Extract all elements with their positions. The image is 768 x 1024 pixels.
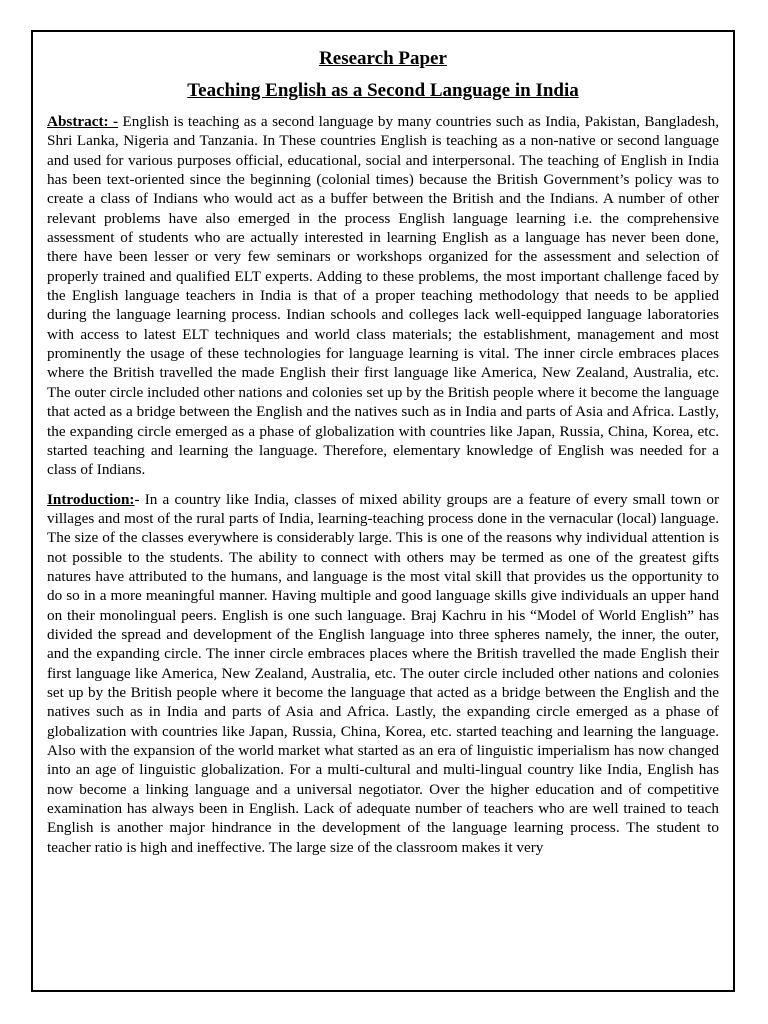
introduction-text: - In a country like India, classes of mixed ability groups are a feature of every small town or villages and most of the rural parts of India, learning-teaching process done in the vernacular (local) language. The size of the classes everywhere is considerably large. This is one of the reasons why individual attention is not possible to the students. The ability to connect with others may be termed as one of the greatest gifts natures have attributed to the humans, and language is the most vital skill that provides us the opportunity to do so in a more meaningful manner. Having multiple and good language skills give individuals an upper hand on their monolingual peers. English is one such language. Braj Kachru in his “Model of World English” has divided the spread and development of the English language into three spheres namely, the inner, the outer, and the expanding circle. The inner circle embraces places where the British travelled the made English their first language like America, New Zealand, Australia, etc. The outer circle included other nations and colonies set up by the British people where it become the language that acted as a bridge between the English and the natives such as in India and parts of Asia and Africa. Lastly, the expanding circle emerged as a phase of globalization with countries like Japan, Russia, China, Korea, etc. started teaching and learning the language. Also with the expansion of the world market what started as an era of linguistic imperialism has now changed into an age of linguistic globalization. For a multi-cultural and multi-lingual country like India, English has now become a linking language and a universal negotiator. Over the higher education and of competitive examination has always been in English. Lack of adequate number of teachers who are well trained to teach English is another major hindrance in the development of the language learning process. The student to teacher ratio is high and ineffective. The large size of the classroom makes it very: [47, 490, 719, 856]
abstract-paragraph: [47, 112, 719, 480]
document-content: [47, 46, 719, 857]
page-frame: [31, 30, 735, 992]
paper-title: Teaching English as a Second Language in India: [187, 80, 579, 101]
paper-label: Research Paper: [319, 48, 447, 69]
introduction-paragraph: [47, 490, 719, 858]
introduction-heading: Introduction:: [47, 490, 135, 508]
abstract-text: English is teaching as a second language by many countries such as India, Pakistan, Bangladesh, Shri Lanka, Nigeria and Tanzania. In These countries English is teaching as a non-native or second language and used for various purposes official, educational, social and interpersonal. The teaching of English in India has been text-oriented since the beginning (colonial times) because the British Government’s policy was to create a class of Indians who would act as a buffer between the British and the Indians. A number of other relevant problems have also emerged in the process English language learning i.e. the comprehensive assessment of students who are actually interested in learning English as a language has never been done, there have been lesser or very few seminars or workshops organized for the assessment and selection of properly trained and qualified ELT experts. Adding to these problems, the most important challenge faced by the English language teachers in India is that of a proper teaching methodology that needs to be applied during the language learning process. Indian schools and colleges lack well-equipped language laboratories with access to latest ELT techniques and world class materials; the establishment, management and most prominently the usage of these technologies for language learning is vital. The inner circle embraces places where the British travelled the made English their first language like America, New Zealand, Australia, etc. The outer circle included other nations and colonies set up by the British people where it become the language that acted as a bridge between the English and the natives such as in India and parts of Asia and Africa. Lastly, the expanding circle emerged as a phase of globalization with countries like Japan, Russia, China, Korea, etc. started teaching and learning the language. Therefore, elementary knowledge of English was needed for a class of Indians.: [47, 113, 719, 479]
abstract-heading: Abstract: -: [47, 113, 119, 130]
